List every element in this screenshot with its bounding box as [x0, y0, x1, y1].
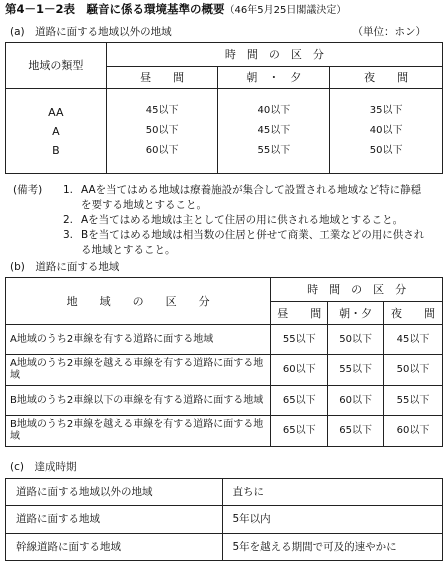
table-row	[6, 533, 443, 560]
notes-block	[13, 183, 426, 258]
table-row	[6, 416, 443, 447]
cell-value: 60以下	[328, 386, 384, 416]
section-b-heading: (b) 道路に面する地域	[10, 261, 120, 273]
cell-value: 50以下	[328, 325, 384, 355]
section-a-heading: (a) 道路に面する地域以外の地域	[10, 26, 172, 38]
area-description: B地域のうち2車線を越える車線を有する道路に面する地域	[6, 416, 271, 447]
title-note: （46年5月25日閣議決定）	[224, 5, 347, 16]
table-row	[6, 386, 443, 416]
title-main: 第4－1－2表 騒音に係る環境基準の概要	[5, 2, 225, 16]
note-item	[13, 213, 426, 228]
cell-value: 50以下	[384, 355, 443, 386]
table-row	[6, 355, 443, 386]
achievement-period: 5年を越える期間で可及的速やかに	[222, 533, 443, 560]
cell-value: 40以下	[257, 105, 291, 116]
row-type: A	[52, 124, 60, 138]
note-number: 2.	[63, 214, 74, 226]
cell-value: 35以下	[369, 105, 403, 116]
area-label: 幹線道路に面する地域	[6, 533, 223, 560]
area-description: A地域のうち2車線を有する道路に面する地域	[6, 325, 271, 355]
table-a	[5, 42, 443, 174]
cell-value: 65以下	[271, 386, 328, 416]
night-column	[330, 89, 443, 174]
table-title	[5, 4, 346, 16]
cell-value: 60以下	[384, 416, 443, 447]
area-label: 道路に面する地域以外の地域	[6, 479, 223, 506]
section-c-heading: (c) 達成時期	[10, 461, 77, 473]
note-item	[13, 183, 426, 213]
cell-value: 55以下	[271, 325, 328, 355]
table-row	[6, 325, 443, 355]
note-number: 3.	[63, 229, 74, 241]
cell-value: 55以下	[328, 355, 384, 386]
cell-value: 60以下	[145, 145, 179, 156]
header-night: 夜 間	[330, 67, 443, 89]
note-text: AAを当てはめる地域は療養施設が集合して設置される地域など特に静穏を要する地域とすること。	[81, 184, 422, 211]
cell-value: 65以下	[271, 416, 328, 447]
cell-value: 65以下	[328, 416, 384, 447]
cell-value: 50以下	[369, 145, 403, 156]
cell-value: 55以下	[384, 386, 443, 416]
header-morning-evening: 朝・夕	[328, 302, 384, 325]
area-type-column	[6, 89, 107, 174]
cell-value: 45以下	[384, 325, 443, 355]
row-type: AA	[48, 105, 64, 119]
achievement-period: 5年以内	[222, 506, 443, 533]
cell-value: 50以下	[145, 125, 179, 136]
note-number: 1.	[63, 184, 74, 196]
header-night: 夜 間	[384, 302, 443, 325]
header-morning-evening: 朝 ・ 夕	[218, 67, 330, 89]
header-daytime: 昼 間	[106, 67, 218, 89]
area-label: 道路に面する地域	[6, 506, 223, 533]
note-item	[13, 228, 426, 258]
table-b	[5, 277, 443, 447]
achievement-period: 直ちに	[222, 479, 443, 506]
cell-value: 45以下	[257, 125, 291, 136]
cell-value: 55以下	[257, 145, 291, 156]
area-description: A地域のうち2車線を越える車線を有する道路に面する地域	[6, 355, 271, 386]
note-text: Bを当てはめる地域は相当数の住居と併せて商業、工業などの用に供される地域とすること。	[81, 229, 425, 256]
cell-value: 60以下	[271, 355, 328, 386]
cell-value: 40以下	[369, 125, 403, 136]
morning-evening-column	[218, 89, 330, 174]
row-type: B	[52, 143, 60, 157]
cell-value: 45以下	[145, 105, 179, 116]
table-row	[6, 506, 443, 533]
area-description: B地域のうち2車線以下の車線を有する道路に面する地域	[6, 386, 271, 416]
unit-label: （単位：ホン）	[352, 26, 426, 38]
header-daytime: 昼 間	[271, 302, 328, 325]
header-time-division: 時 間 の 区 分	[271, 278, 443, 302]
table-row	[6, 479, 443, 506]
daytime-column	[106, 89, 218, 174]
note-text: Aを当てはめる地域は主として住居の用に供される地域とすること。	[81, 214, 404, 226]
notes-label: (備考)	[13, 184, 43, 196]
header-area-type: 地域の類型	[6, 43, 107, 89]
header-area-division: 地 域 の 区 分	[6, 278, 271, 325]
header-time-division: 時 間 の 区 分	[106, 43, 442, 67]
table-c	[5, 478, 443, 561]
